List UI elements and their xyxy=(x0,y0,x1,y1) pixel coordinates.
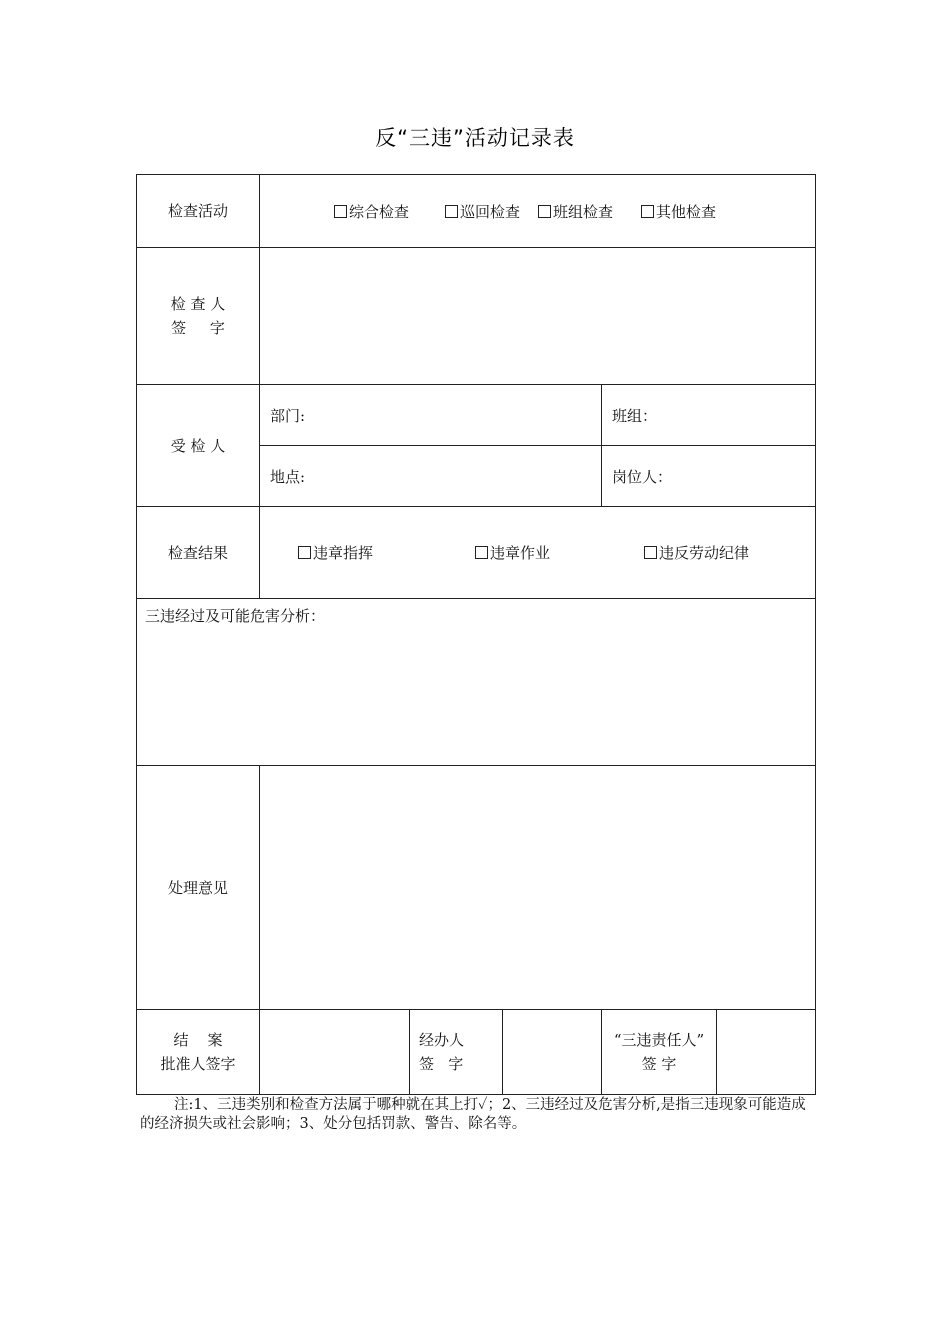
handler-label: 经办人 签 字 xyxy=(410,1010,503,1095)
footnote: 注:1、三违类别和检查方法属于哪种就在其上打✓；2、三违经过及危害分析,是指三违现象可能造成的经济损失或社会影响；3、处分包括罚款、警告、除名等。 xyxy=(140,1097,806,1132)
option-labor-discipline[interactable]: 违反劳动纪律 xyxy=(644,542,749,563)
inspection-activity-options xyxy=(260,175,816,248)
analysis-label: 三违经过及可能危害分析： xyxy=(145,607,326,625)
post-person-field[interactable]: 岗位人： xyxy=(602,446,816,507)
option-illegal-command[interactable]: 违章指挥 xyxy=(298,542,373,563)
inspector-signature-field[interactable] xyxy=(260,248,816,385)
checkbox-icon[interactable] xyxy=(334,205,347,218)
result-options xyxy=(260,507,816,599)
option-team[interactable]: 班组检查 xyxy=(538,201,613,222)
option-other[interactable]: 其他检查 xyxy=(641,201,716,222)
team-field[interactable]: 班组： xyxy=(602,385,816,446)
responsible-person-label: “三违责任人” 签 字 xyxy=(602,1010,717,1095)
checkbox-icon[interactable] xyxy=(644,546,657,559)
option-illegal-operation[interactable]: 违章作业 xyxy=(475,542,550,563)
checkbox-icon[interactable] xyxy=(538,205,551,218)
location-field[interactable]: 地点: xyxy=(260,446,602,507)
option-patrol[interactable]: 巡回检查 xyxy=(445,201,520,222)
closing-approver-label: 结 案 批准人签字 xyxy=(137,1010,260,1095)
approver-signature-field[interactable] xyxy=(260,1010,410,1095)
checkbox-icon[interactable] xyxy=(641,205,654,218)
option-comprehensive[interactable]: 综合检查 xyxy=(334,201,409,222)
result-label: 检查结果 xyxy=(137,507,260,599)
handler-signature-field[interactable] xyxy=(503,1010,602,1095)
inspection-activity-label: 检查活动 xyxy=(137,175,260,248)
checkbox-icon[interactable] xyxy=(298,546,311,559)
department-field[interactable]: 部门: xyxy=(260,385,602,446)
checkbox-icon[interactable] xyxy=(445,205,458,218)
analysis-field[interactable] xyxy=(137,599,816,766)
handling-opinion-field[interactable] xyxy=(260,766,816,1010)
record-form xyxy=(136,174,816,1095)
inspected-person-label: 受 检 人 xyxy=(137,385,260,507)
inspector-label: 检 查 人 签 字 xyxy=(137,248,260,385)
page-title: 反“三违”活动记录表 xyxy=(375,126,575,150)
responsible-signature-field[interactable] xyxy=(717,1010,816,1095)
checkbox-icon[interactable] xyxy=(475,546,488,559)
handling-label: 处理意见 xyxy=(137,766,260,1010)
